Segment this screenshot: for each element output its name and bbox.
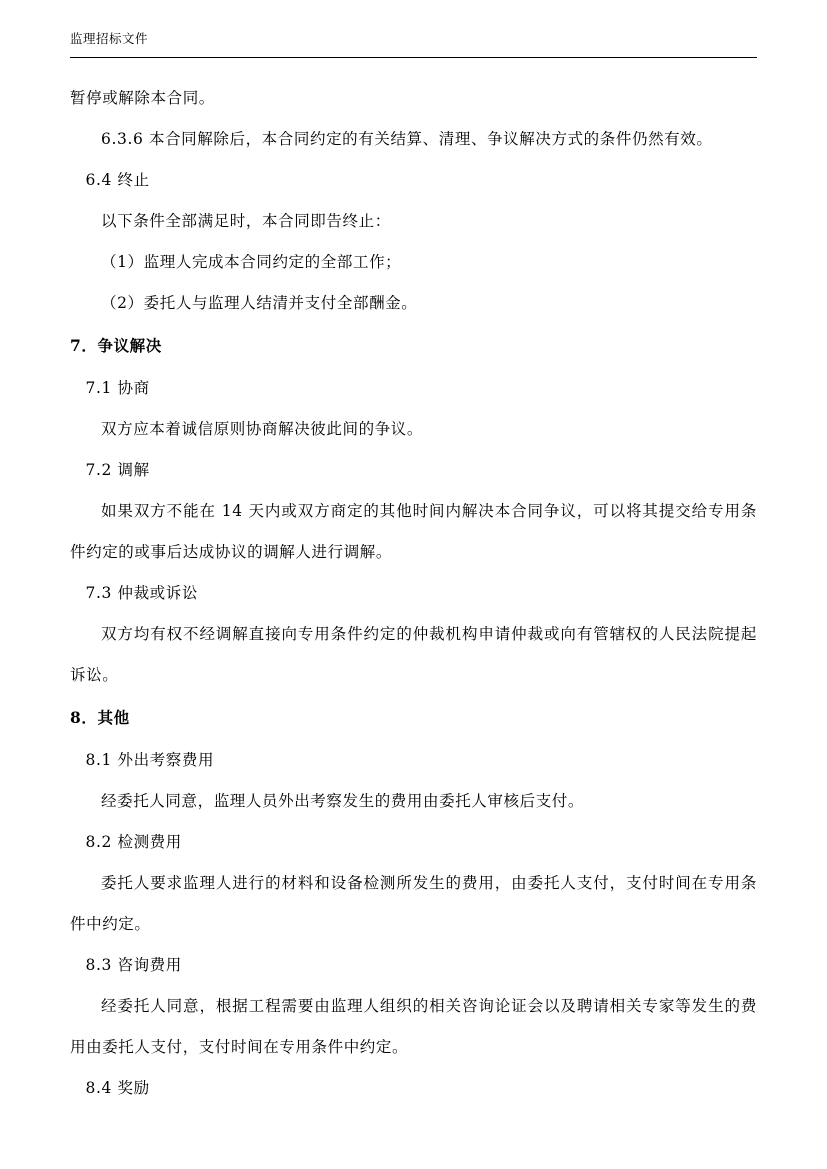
paragraph-p-6-3-5-cont: 暂停或解除本合同。 (70, 89, 215, 107)
page-header (70, 30, 757, 58)
paragraph-p-7-1: 7.1 协商 (85, 379, 150, 397)
paragraph-p-8-3-body: 经委托人同意，根据工程需要由监理人组织的相关咨询论证会以及聘请相关专家等发生的费用由委托人支付，支付时间在专用条件中约定。 (70, 997, 757, 1056)
paragraph-p-6-4-lead: 以下条件全部满足时，本合同即告终止： (101, 212, 391, 230)
paragraph-p-6-4-1: （1）监理人完成本合同约定的全部工作； (101, 253, 402, 271)
paragraph-p-7-2: 7.2 调解 (85, 461, 150, 479)
paragraph-p-7-2-body: 如果双方不能在 14 天内或双方商定的其他时间内解决本合同争议，可以将其提交给专用条件约定的或事后达成协议的调解人进行调解。 (70, 502, 757, 561)
paragraph-p-8-1: 8.1 外出考察费用 (85, 751, 215, 769)
header-title: 监理招标文件 (70, 31, 149, 46)
paragraph-p-7-3: 7.3 仲裁或诉讼 (85, 584, 198, 602)
paragraph-p-8-4: 8.4 奖励 (85, 1079, 150, 1097)
paragraph-p-6-3-6: 6.3.6 本合同解除后，本合同约定的有关结算、清理、争议解决方式的条件仍然有效。 (101, 130, 713, 148)
header-divider (70, 57, 757, 58)
paragraph-p-8-2: 8.2 检测费用 (85, 833, 182, 851)
paragraph-p-6-4-2: （2）委托人与监理人结清并支付全部酬金。 (101, 294, 418, 312)
paragraph-p-6-4: 6.4 终止 (85, 171, 150, 189)
paragraph-h-8: 8．其他 (70, 708, 130, 727)
paragraph-p-7-3-body: 双方均有权不经调解直接向专用条件约定的仲裁机构申请仲裁或向有管辖权的人民法院提起诉讼。 (70, 625, 757, 684)
paragraph-p-8-1-body: 经委托人同意，监理人员外出考察发生的费用由委托人审核后支付。 (101, 792, 585, 810)
paragraph-p-8-3: 8.3 咨询费用 (85, 956, 182, 974)
document-body (70, 78, 757, 1109)
paragraph-p-8-2-body: 委托人要求监理人进行的材料和设备检测所发生的费用，由委托人支付，支付时间在专用条件中约定。 (70, 874, 757, 933)
paragraph-p-7-1-body: 双方应本着诚信原则协商解决彼此间的争议。 (101, 420, 424, 438)
paragraph-h-7: 7．争议解决 (70, 336, 162, 355)
